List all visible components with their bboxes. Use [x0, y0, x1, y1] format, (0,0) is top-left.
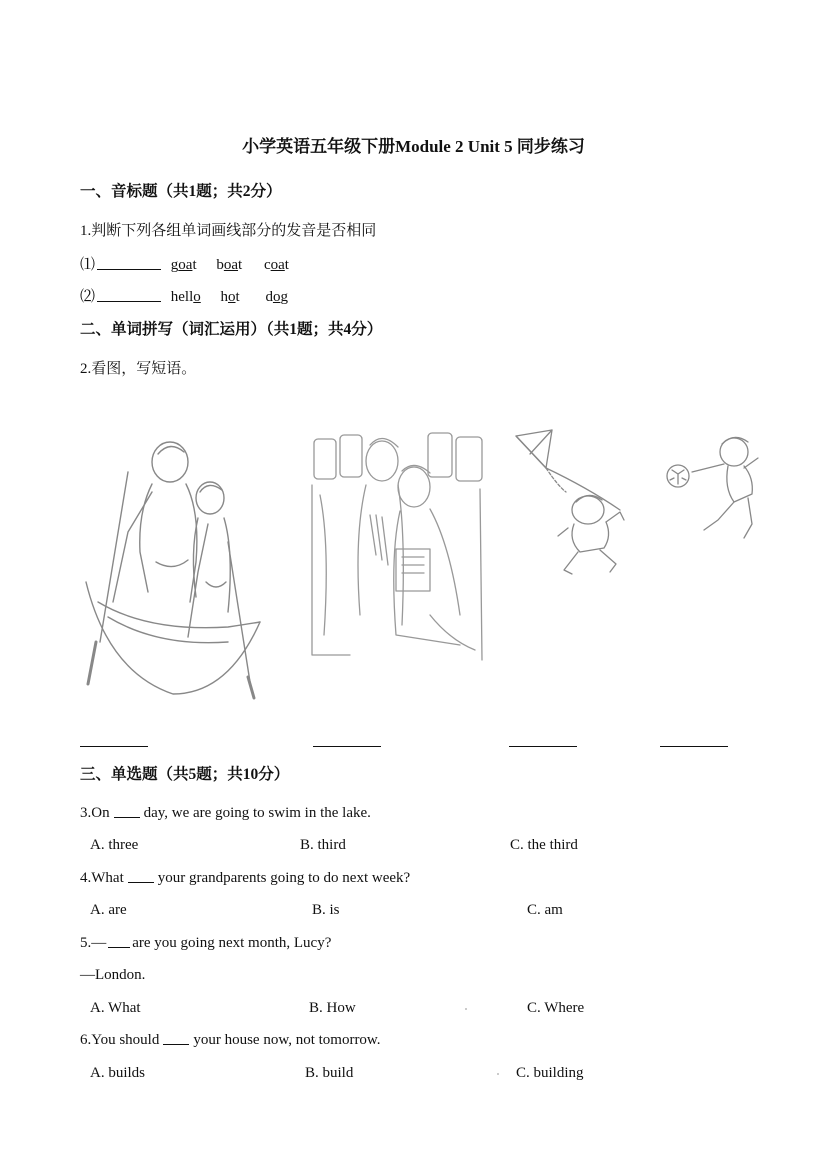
question-5-answer: —London. [80, 967, 146, 983]
question-6-stem: 6.You should your house now, not tomorrow. [80, 1032, 381, 1048]
picture-answer-line-2[interactable] [313, 746, 381, 747]
flying-kite-picture [508, 428, 638, 583]
question-5-stem: 5.— are you going next month, Lucy? [80, 935, 332, 951]
question-5-option-a[interactable]: A. What [90, 1000, 141, 1016]
question-5-option-c[interactable]: C. Where [527, 1000, 585, 1016]
section-heading-2: 二、单词拼写（词汇运用）（共1题；共4分） [80, 321, 383, 338]
question-6-option-a[interactable]: A. builds [90, 1065, 146, 1081]
reading-in-theatre-picture [310, 425, 490, 665]
word: hot [220, 289, 240, 305]
question-6-option-c[interactable]: C. building [516, 1065, 584, 1081]
answer-blank[interactable] [97, 269, 161, 270]
answer-blank[interactable] [114, 817, 140, 818]
question-4-stem: 4.What your grandparents going to do next week? [80, 870, 411, 886]
question-1-stem: 1.判断下列各组单词画线部分的发音是否相同 [80, 223, 377, 239]
section-heading-1: 一、音标题（共1题；共2分） [80, 183, 282, 200]
question-3-option-a[interactable]: A. three [90, 837, 139, 853]
word: coat [263, 257, 289, 273]
page-title: 小学英语五年级下册Module 2 Unit 5 同步练习 [242, 137, 585, 156]
question-1-item-2 [80, 285, 288, 306]
question-2-stem: 2.看图，写短语。 [80, 361, 197, 377]
picture-answer-line-4[interactable] [660, 746, 728, 747]
word: hello [170, 289, 201, 305]
item-number: ⑴ [80, 257, 96, 273]
stray-dot [497, 1073, 499, 1075]
word: goat [170, 257, 197, 273]
question-5-option-b[interactable]: B. How [309, 1000, 356, 1016]
question-3-stem: 3.On day, we are going to swim in the lake. [80, 805, 371, 821]
question-3-option-c[interactable]: C. the third [510, 837, 578, 853]
question-3-option-b[interactable]: B. third [300, 837, 346, 853]
picture-answer-line-3[interactable] [509, 746, 577, 747]
picture-answer-line-1[interactable] [80, 746, 148, 747]
word: boat [216, 257, 243, 273]
question-6-option-b[interactable]: B. build [305, 1065, 354, 1081]
answer-blank[interactable] [108, 947, 130, 948]
stray-dot [465, 1008, 467, 1010]
word: dog [265, 289, 288, 305]
rowing-boat-picture [78, 432, 268, 702]
answer-blank[interactable] [128, 882, 154, 883]
question-4-option-c[interactable]: C. am [527, 902, 563, 918]
answer-blank[interactable] [163, 1044, 189, 1045]
question-1-item-1 [80, 253, 289, 274]
section-heading-3: 三、单选题（共5题；共10分） [80, 766, 290, 783]
item-number: ⑵ [80, 289, 96, 305]
playing-football-picture [664, 428, 760, 546]
answer-blank[interactable] [97, 301, 161, 302]
question-4-option-a[interactable]: A. are [90, 902, 127, 918]
question-4-option-b[interactable]: B. is [312, 902, 340, 918]
